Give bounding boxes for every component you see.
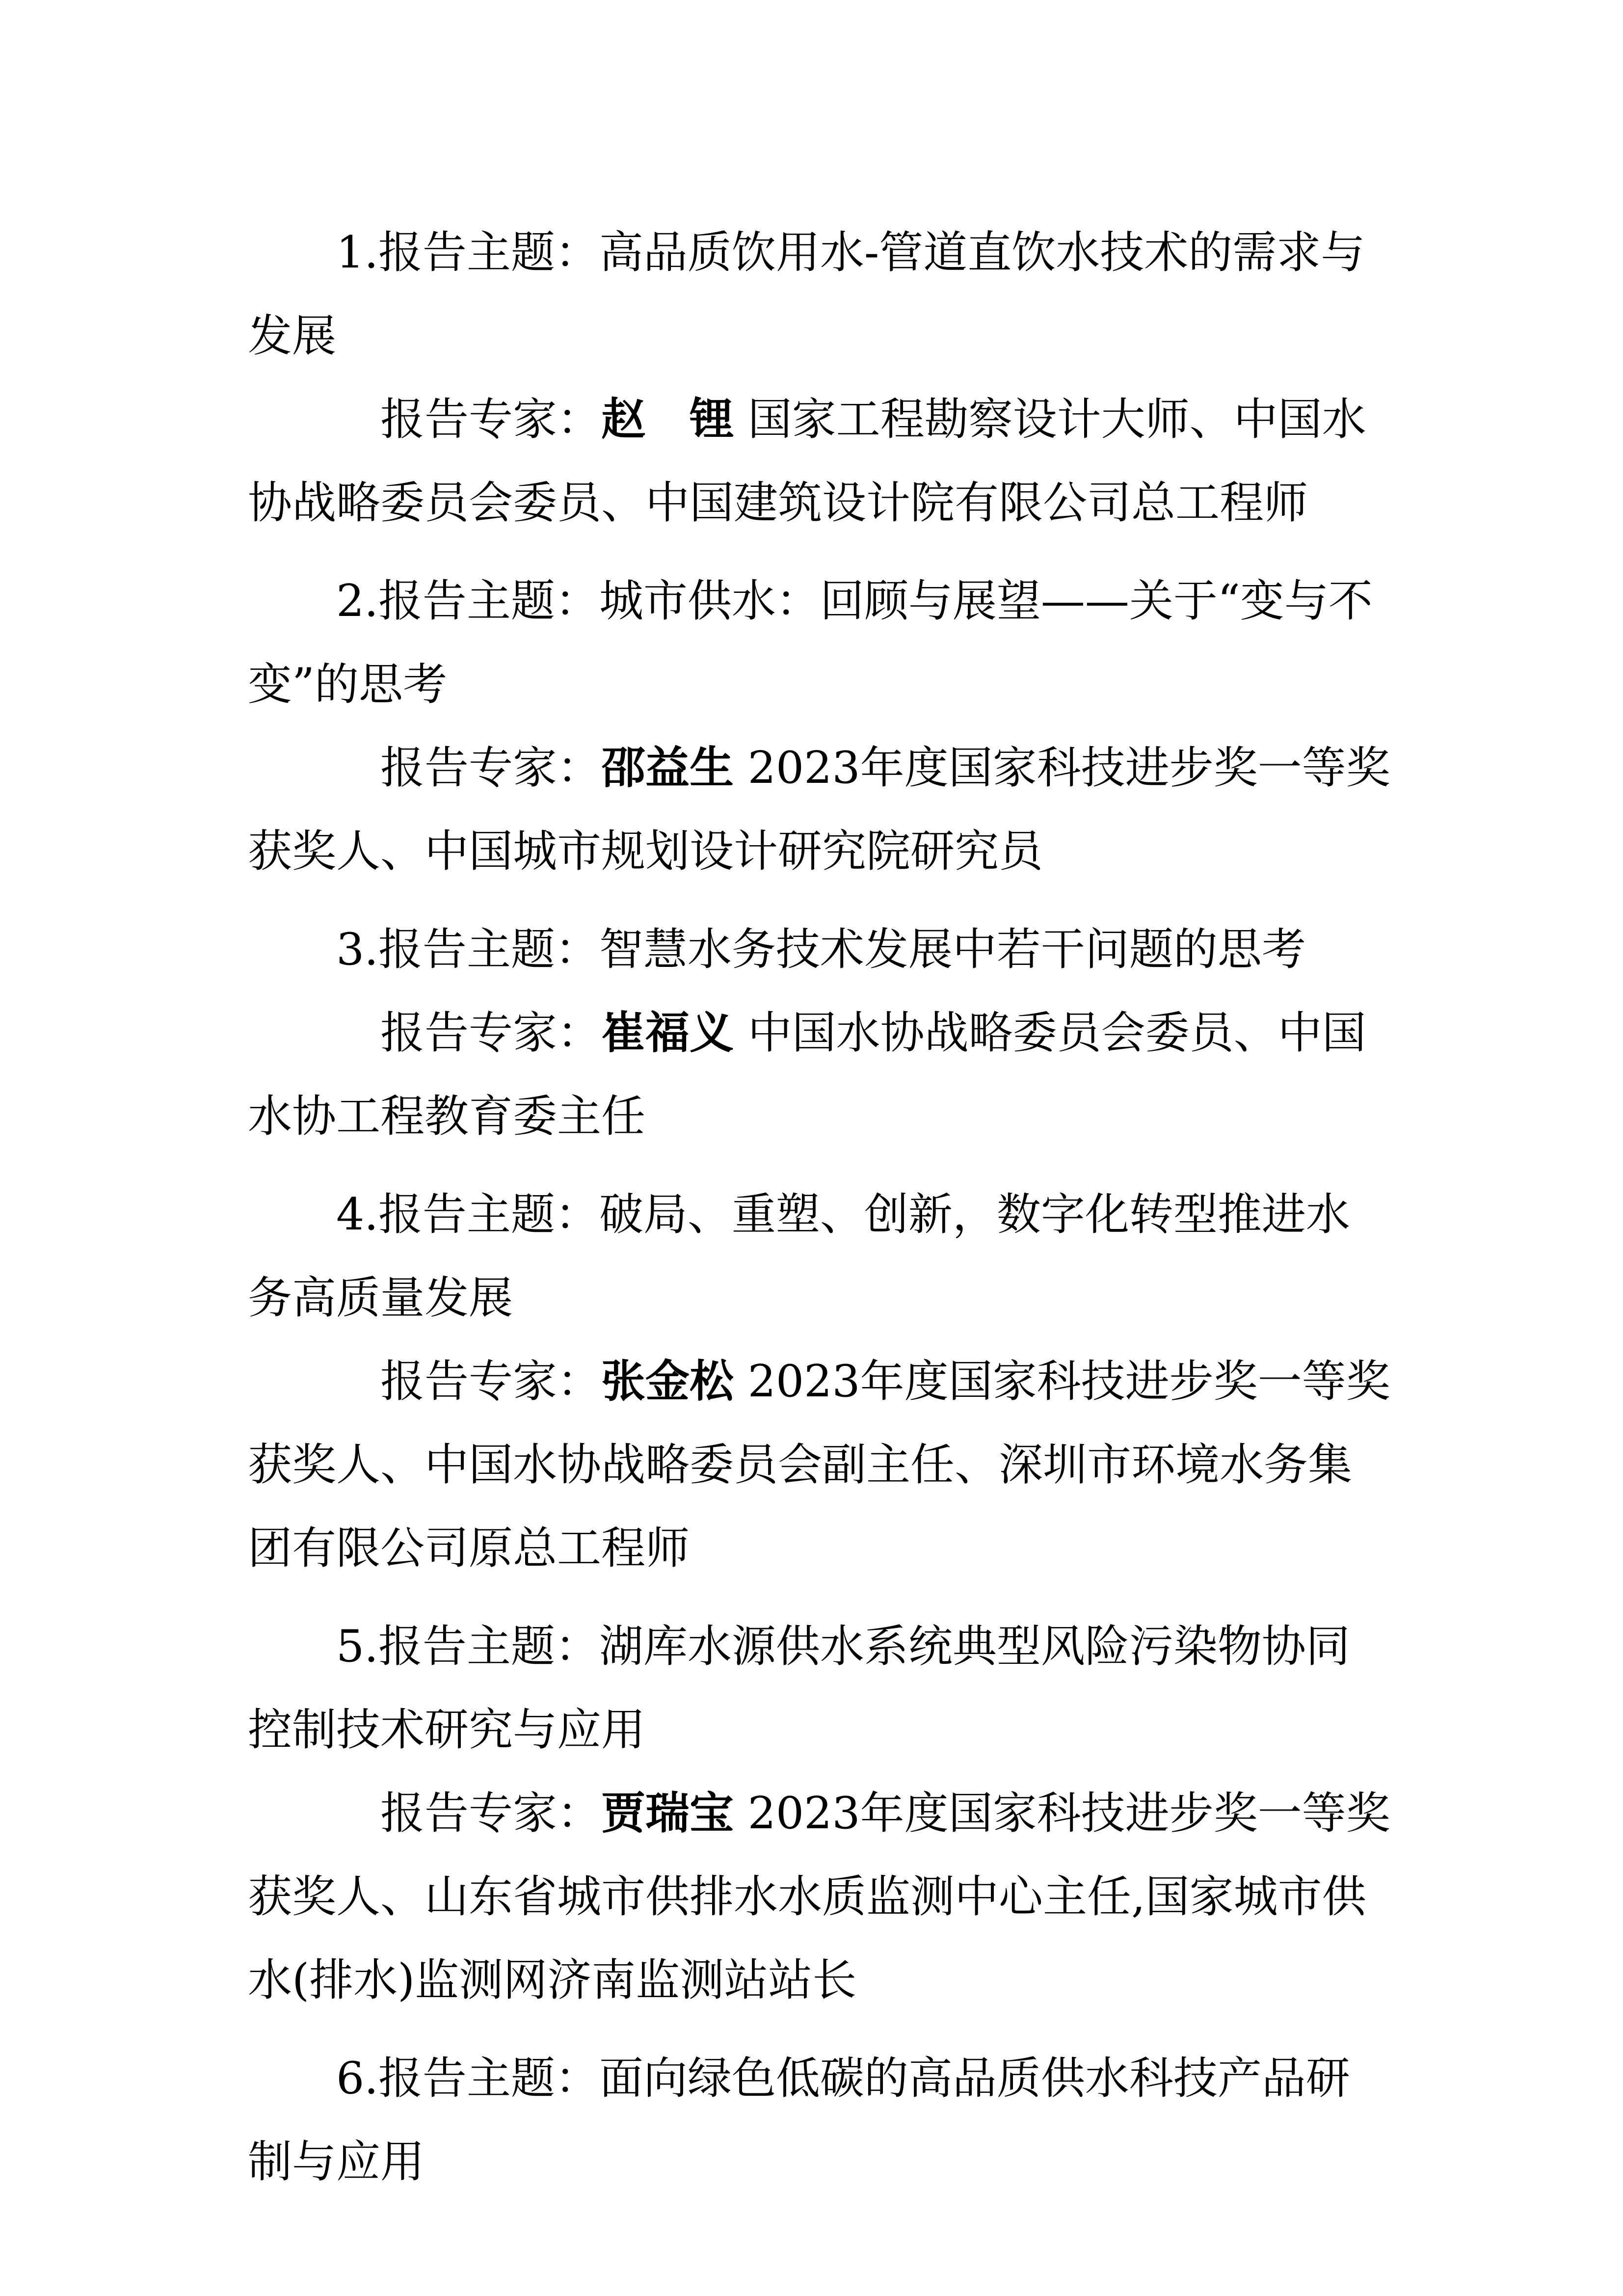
expert-label: 报告专家： [380,1356,601,1407]
topic-label: 5.报告主题： [336,1621,599,1672]
expert-desc: 2023年度国家科技进步奖一等奖获奖人、中国城市规划设计研究院研究员 [248,742,1390,877]
report-expert-3 [248,991,1391,1158]
report-topic-3 [248,908,1391,991]
expert-desc: 中国水协战略委员会委员、中国水协工程教育委主任 [248,1007,1366,1142]
topic-label: 4.报告主题： [336,1189,599,1240]
topic-label: 3.报告主题： [336,924,599,975]
report-expert-1 [248,378,1391,545]
report-expert-2 [248,726,1391,893]
topic-text: 高品质饮用水-管道直饮水技术的需求与发展 [248,227,1365,362]
report-topic-6 [248,2037,1391,2204]
expert-desc: 2023年度国家科技进步奖一等奖获奖人、山东省城市供排水水质监测中心主任,国家城市供水(排水)监测网济南监测站站长 [248,1788,1390,2006]
topic-text: 面向绿色低碳的高品质供水科技产品研制与应用 [248,2053,1350,2188]
topic-text: 破局、重塑、创新，数字化转型推进水务高质量发展 [248,1189,1350,1324]
topic-label: 6.报告主题： [336,2053,599,2104]
report-topic-5 [248,1605,1391,1772]
topic-label: 1.报告主题： [336,227,599,278]
expert-label: 报告专家： [380,1788,601,1839]
expert-name: 崔福义 [601,1007,734,1059]
expert-name: 邵益生 [601,742,734,794]
report-expert-4 [248,1340,1391,1590]
report-topic-4 [248,1173,1391,1340]
topic-text: 湖库水源供水系统典型风险污染物协同控制技术研究与应用 [248,1621,1350,1756]
expert-label: 报告专家： [380,1007,601,1059]
expert-desc: 2023年度国家科技进步奖一等奖获奖人、中国水协战略委员会副主任、深圳市环境水务集团有限公司原总工程师 [248,1356,1390,1574]
expert-label: 报告专家： [380,394,601,445]
topic-label: 2.报告主题： [336,575,599,627]
report-topic-2 [248,560,1391,726]
expert-name: 赵 锂 [601,394,734,445]
expert-desc: 国家工程勘察设计大师、中国水协战略委员会委员、中国建筑设计院有限公司总工程师 [248,394,1366,529]
report-topic-1 [248,211,1391,378]
report-expert-5 [248,1772,1391,2022]
expert-label: 报告专家： [380,742,601,794]
topic-text: 智慧水务技术发展中若干问题的思考 [599,924,1306,975]
expert-name: 贾瑞宝 [601,1788,734,1839]
topic-text: 城市供水：回顾与展望——关于“变与不变”的思考 [248,575,1373,710]
document-page [248,211,1391,2204]
expert-name: 张金松 [601,1356,734,1407]
